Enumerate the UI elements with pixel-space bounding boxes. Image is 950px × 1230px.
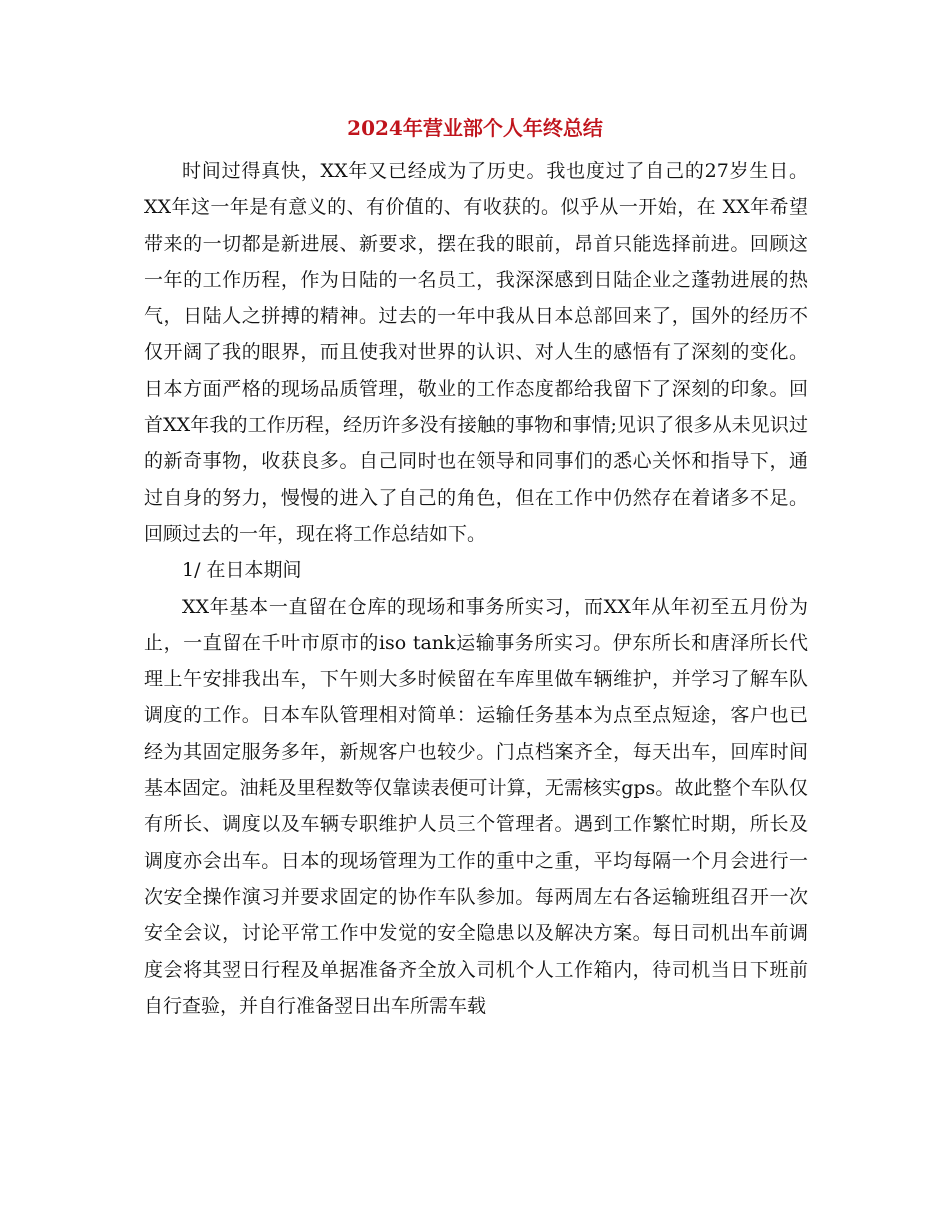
paragraph-intro: 时间过得真快，XX年又已经成为了历史。我也度过了自己的27岁生日。XX年这一年是有意义的、有价值的、有收获的。似乎从一开始，在 XX年希望带来的一切都是新进展、新要求，摆在我的眼前，昂首只能选择前进。回顾这一年的工作历程，作为日陆的一名员工，我深深感到日陆企业之蓬勃进展的热气，日陆人之拼搏的精神。过去的一年中我从日本总部回来了，国外的经历不仅开阔了我的眼界，而且使我对世界的认识、对人生的感悟有了深刻的变化。日本方面严格的现场品质管理，敬业的工作态度都给我留下了深刻的印象。回首XX年我的工作历程，经历许多没有接触的事物和事情;见识了很多从未见识过的新奇事物，收获良多。自己同时也在领导和同事们的悉心关怀和指导下，通过自身的努力，慢慢的进入了自己的角色，但在工作中仍然存在着诸多不足。回顾过去的一年，现在将工作总结如下。 (144, 160, 808, 545)
paragraph-japan: XX年基本一直留在仓库的现场和事务所实习，而XX年从年初至五月份为止，一直留在千叶市原市的iso tank运输事务所实习。伊东所长和唐泽所长代理上午安排我出车，下午则大多时候留在车库里做车辆维护，并学习了解车队调度的工作。日本车队管理相对简单：运输任务基本为点至点短途，客户也已经为其固定服务多年，新规客户也较少。门点档案齐全，每天出车，回库时间基本固定。油耗及里程数等仅靠读表便可计算，无需核实gps。故此整个车队仅有所长、调度以及车辆专职维护人员三个管理者。遇到工作繁忙时期，所长及调度亦会出车。日本的现场管理为工作的重中之重，平均每隔一个月会进行一次安全操作演习并要求固定的协作车队参加。每两周左右各运输班组召开一次安全会议，讨论平常工作中发觉的安全隐患以及解决方案。每日司机出车前调度会将其翌日行程及单据准备齐全放入司机个人工作箱内，待司机当日下班前自行查验，并自行准备翌日出车所需车载 (144, 595, 808, 1017)
document-title: 2024年营业部个人年终总结 (347, 116, 603, 140)
section-heading-japan: 1/ 在日本期间 (182, 559, 302, 582)
document-body (144, 153, 808, 1024)
